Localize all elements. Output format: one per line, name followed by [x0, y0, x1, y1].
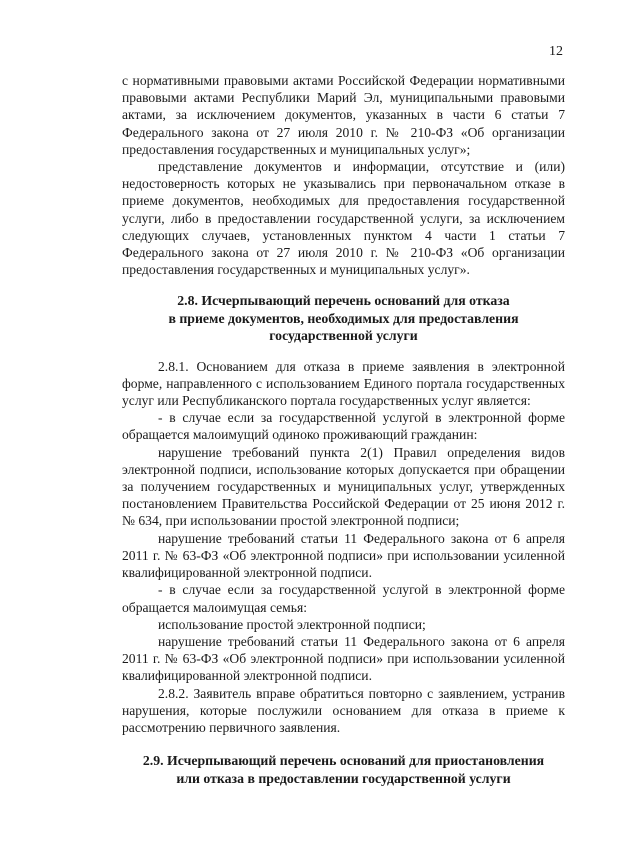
- paragraph: нарушение требований статьи 11 Федерального закона от 6 апреля 2011 г. № 63-ФЗ «Об электронной подписи» при использовании усиленной квалифицированной электронной подписи.: [122, 530, 565, 581]
- heading-line: государственной услуги: [269, 328, 418, 344]
- section-heading-2-8: [122, 292, 565, 344]
- paragraph: - в случае если за государственной услугой в электронной форме обращается малоимущий одиноко проживающий гражданин:: [122, 410, 565, 443]
- paragraph: с нормативными правовыми актами Российской Федерации нормативными правовыми актами Республики Марий Эл, муниципальными правовыми актами, за исключением документов, указанных в части 6 статьи 7 Федерального закона от 27 июля 2010 г. № 210-ФЗ «Об организации предоставления государственных и муниципальных услуг»;: [122, 73, 565, 157]
- paragraph: использование простой электронной подписи;: [158, 616, 426, 632]
- paragraph: 2.8.2. Заявитель вправе обратиться повторно с заявлением, устранив нарушения, которые послужили основанием для отказа в приеме к рассмотрению первичного заявления.: [122, 685, 565, 735]
- heading-line: или отказа в предоставлении государственной услуги: [176, 770, 511, 786]
- heading-line: 2.9. Исчерпывающий перечень оснований для приостановления: [142, 753, 545, 769]
- paragraph: нарушение требований пункта 2(1) Правил определения видов электронной подписи, использование которых допускается при обращении за получением государственных и муниципальных услуг, утвержденных постановлением Правительства Российской Федерации от 25 июня 2012 г. № 634, при использовании простой электронной подписи;: [122, 444, 565, 529]
- paragraph: представление документов и информации, отсутствие и (или) недостоверность которых не указывались при первоначальном отказе в приеме документов, необходимых для предоставления государственной услуги, либо в предоставлении государственной услуги, за исключением следующих случаев, установленных пунктом 4 части 1 статьи 7 Федерального закона от 27 июля 2010 г. № 210-ФЗ «Об организации предоставления государственных и муниципальных услуг».: [122, 159, 565, 278]
- paragraph: нарушение требований статьи 11 Федерального закона от 6 апреля 2011 г. № 63-ФЗ «Об электронной подписи» при использовании усиленной квалифицированной электронной подписи.: [122, 633, 565, 684]
- page-number: 12: [549, 44, 563, 59]
- document-body: [122, 72, 565, 800]
- heading-line: 2.8. Исчерпывающий перечень оснований для отказа: [177, 293, 510, 309]
- paragraph: 2.8.1. Основанием для отказа в приеме заявления в электронной форме, направленного с использованием Единого портала государственных услуг или Республиканского портала государственных услуг является:: [122, 358, 565, 409]
- heading-line: в приеме документов, необходимых для предоставления: [168, 310, 519, 326]
- section-heading-2-9: [122, 752, 565, 787]
- paragraph: - в случае если за государственной услугой в электронной форме обращается малоимущая семья:: [122, 582, 565, 615]
